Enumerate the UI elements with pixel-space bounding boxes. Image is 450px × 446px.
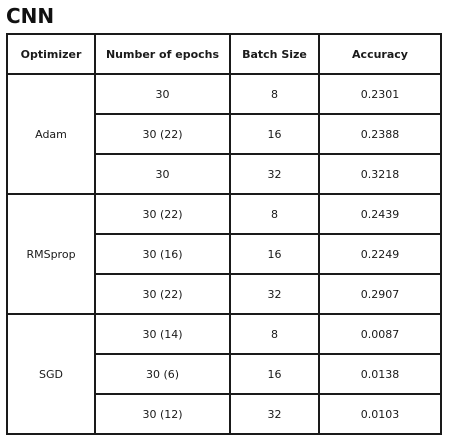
accuracy-cell: 0.2388 xyxy=(319,114,441,154)
header-row xyxy=(7,34,441,74)
batch-size-cell: 16 xyxy=(230,234,319,274)
batch-size-cell: 8 xyxy=(230,194,319,234)
epochs-cell: 30 xyxy=(95,154,230,194)
table-row xyxy=(7,314,441,354)
accuracy-cell: 0.0103 xyxy=(319,394,441,434)
optimizer-cell: Adam xyxy=(7,74,95,194)
optimizer-cell: RMSprop xyxy=(7,194,95,314)
epochs-cell: 30 (22) xyxy=(95,274,230,314)
optimizer-cell: SGD xyxy=(7,314,95,434)
table-body xyxy=(7,74,441,434)
header-optimizer: Optimizer xyxy=(7,34,95,74)
batch-size-cell: 16 xyxy=(230,354,319,394)
epochs-cell: 30 (12) xyxy=(95,394,230,434)
header-batch-size: Batch Size xyxy=(230,34,319,74)
accuracy-cell: 0.2301 xyxy=(319,74,441,114)
batch-size-cell: 32 xyxy=(230,394,319,434)
batch-size-cell: 32 xyxy=(230,154,319,194)
batch-size-cell: 8 xyxy=(230,314,319,354)
table-row xyxy=(7,74,441,114)
epochs-cell: 30 (22) xyxy=(95,114,230,154)
accuracy-cell: 0.3218 xyxy=(319,154,441,194)
epochs-cell: 30 xyxy=(95,74,230,114)
header-epochs: Number of epochs xyxy=(95,34,230,74)
accuracy-cell: 0.2249 xyxy=(319,234,441,274)
accuracy-cell: 0.2907 xyxy=(319,274,441,314)
batch-size-cell: 16 xyxy=(230,114,319,154)
epochs-cell: 30 (6) xyxy=(95,354,230,394)
epochs-cell: 30 (22) xyxy=(95,194,230,234)
accuracy-cell: 0.0138 xyxy=(319,354,441,394)
epochs-cell: 30 (16) xyxy=(95,234,230,274)
batch-size-cell: 32 xyxy=(230,274,319,314)
epochs-cell: 30 (14) xyxy=(95,314,230,354)
accuracy-cell: 0.0087 xyxy=(319,314,441,354)
results-table xyxy=(6,33,442,435)
table-header xyxy=(7,34,441,74)
header-accuracy: Accuracy xyxy=(319,34,441,74)
accuracy-cell: 0.2439 xyxy=(319,194,441,234)
table-row xyxy=(7,194,441,234)
batch-size-cell: 8 xyxy=(230,74,319,114)
page-title: CNN xyxy=(6,4,55,28)
